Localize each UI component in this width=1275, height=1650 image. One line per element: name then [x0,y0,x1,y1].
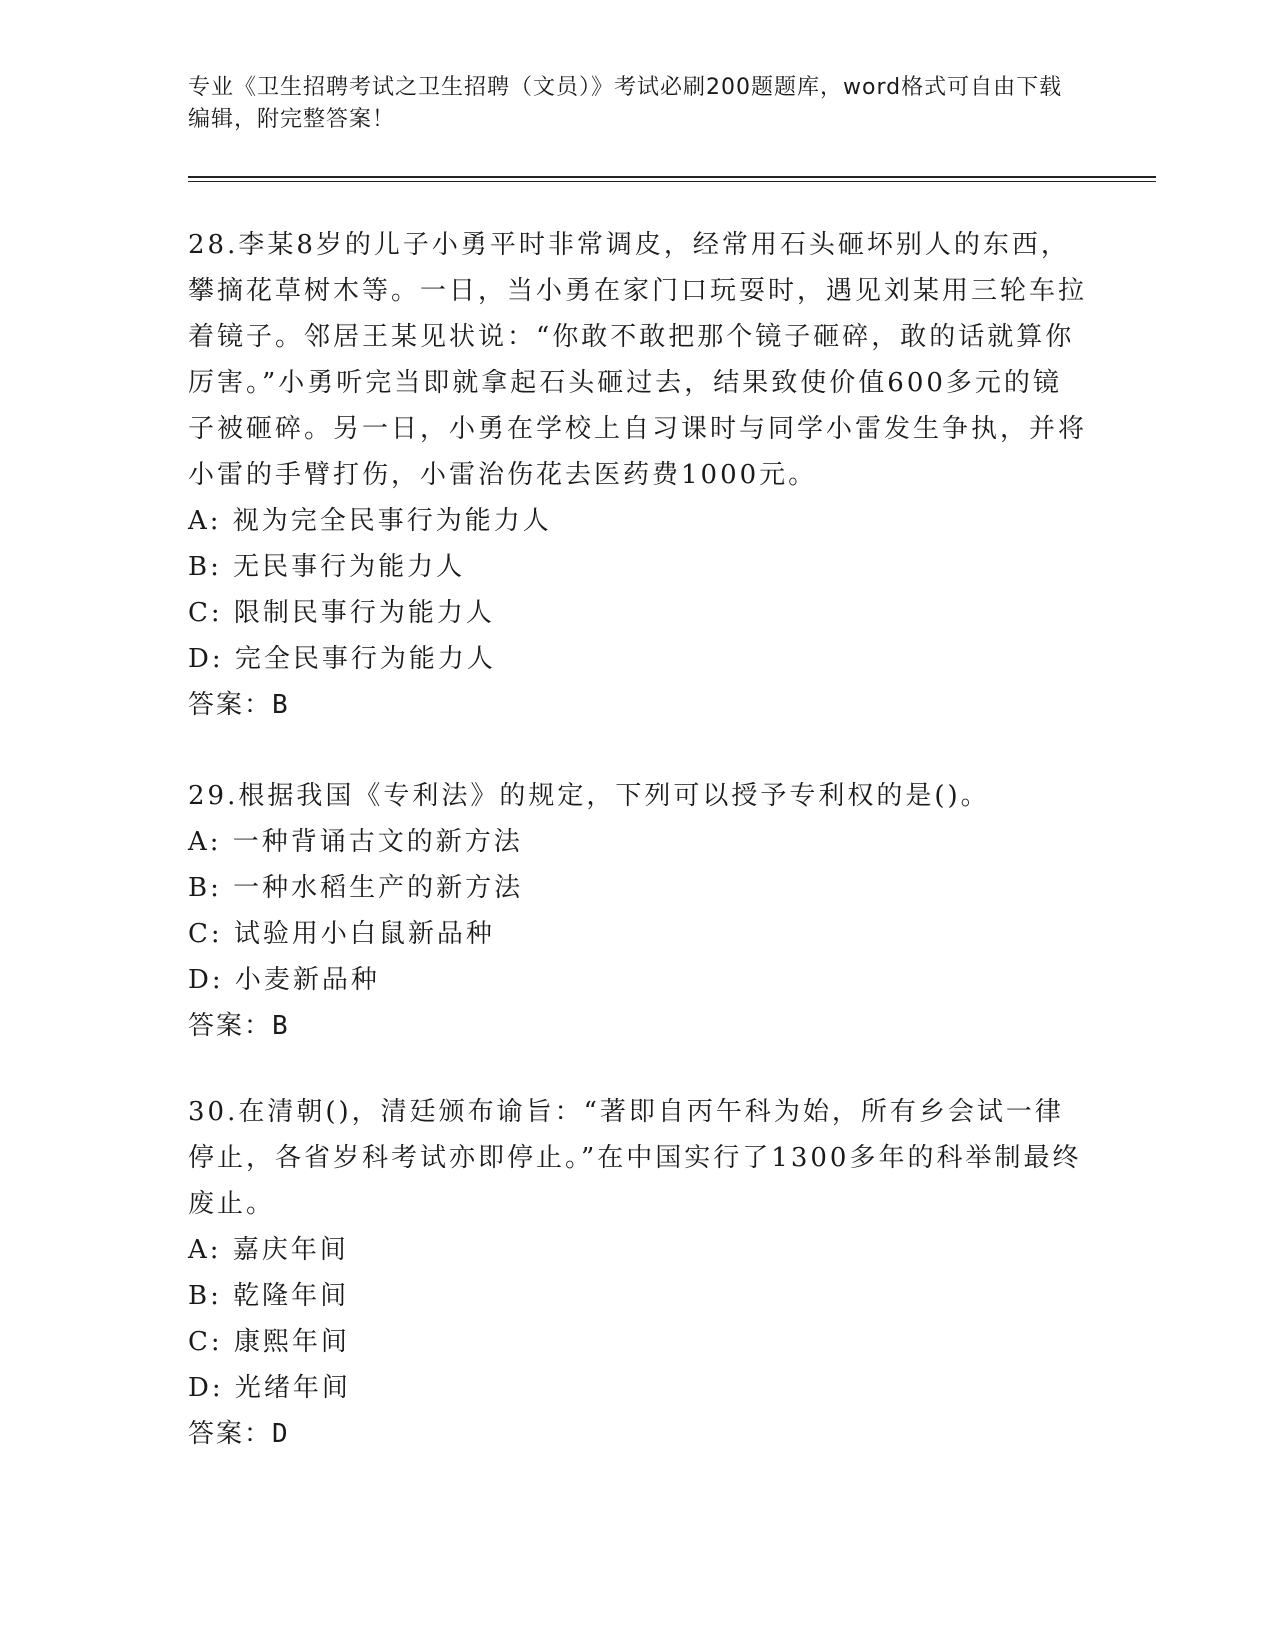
answer-label: 答案： [188,690,273,720]
option-a: A: 一种背诵古文的新方法 [188,827,523,857]
option-b: B: 乾隆年间 [188,1281,350,1311]
answer-value: B [272,1011,290,1041]
header-divider-thin [188,181,1156,182]
answer-line [188,1411,1088,1457]
question-28 [188,222,1088,728]
header-divider-thick [188,176,1156,178]
option-d: D: 小麦新品种 [188,965,380,995]
answer-line [188,1003,1088,1049]
document-header: 专业《卫生招聘考试之卫生招聘（文员）》考试必刷200题题库，word格式可自由下载编辑，附完整答案！ [188,75,1063,132]
option-a: A: 嘉庆年间 [188,1235,349,1265]
option-d: D: 光绪年间 [188,1373,351,1403]
answer-value: B [272,690,290,720]
question-stem: 28.李某8岁的儿子小勇平时非常调皮，经常用石头砸坏别人的东西，攀摘花草树木等。一日，当小勇在家门口玩耍时，遇见刘某用三轮车拉着镜子。邻居王某见状说：“你敢不敢把那个镜子砸碎，敢的话就算你厉害。”小勇听完当即就拿起石头砸过去，结果致使价值600多元的镜子被砸碎。另一日，小勇在学校上自习课时与同学小雷发生争执，并将小雷的手臂打伤，小雷治伤花去医药费1000元。 [188,230,1088,490]
question-29 [188,773,1088,1049]
question-30 [188,1089,1088,1457]
question-stem: 29.根据我国《专利法》的规定，下列可以授予专利权的是()。 [188,781,990,811]
option-a: A: 视为完全民事行为能力人 [188,506,552,536]
option-c: C: 康熙年间 [188,1327,350,1357]
answer-label: 答案： [188,1011,273,1041]
answer-line [188,682,1088,728]
option-d: D: 完全民事行为能力人 [188,644,496,674]
option-c: C: 试验用小白鼠新品种 [188,919,495,949]
option-c: C: 限制民事行为能力人 [188,598,495,628]
answer-value: D [272,1419,290,1449]
answer-label: 答案： [188,1419,273,1449]
option-b: B: 一种水稻生产的新方法 [188,873,524,903]
question-stem: 30.在清朝()，清廷颁布谕旨：“著即自丙午科为始，所有乡会试一律停止，各省岁科考试亦即停止。”在中国实行了1300多年的科举制最终废止。 [188,1097,1082,1219]
option-b: B: 无民事行为能力人 [188,552,466,582]
